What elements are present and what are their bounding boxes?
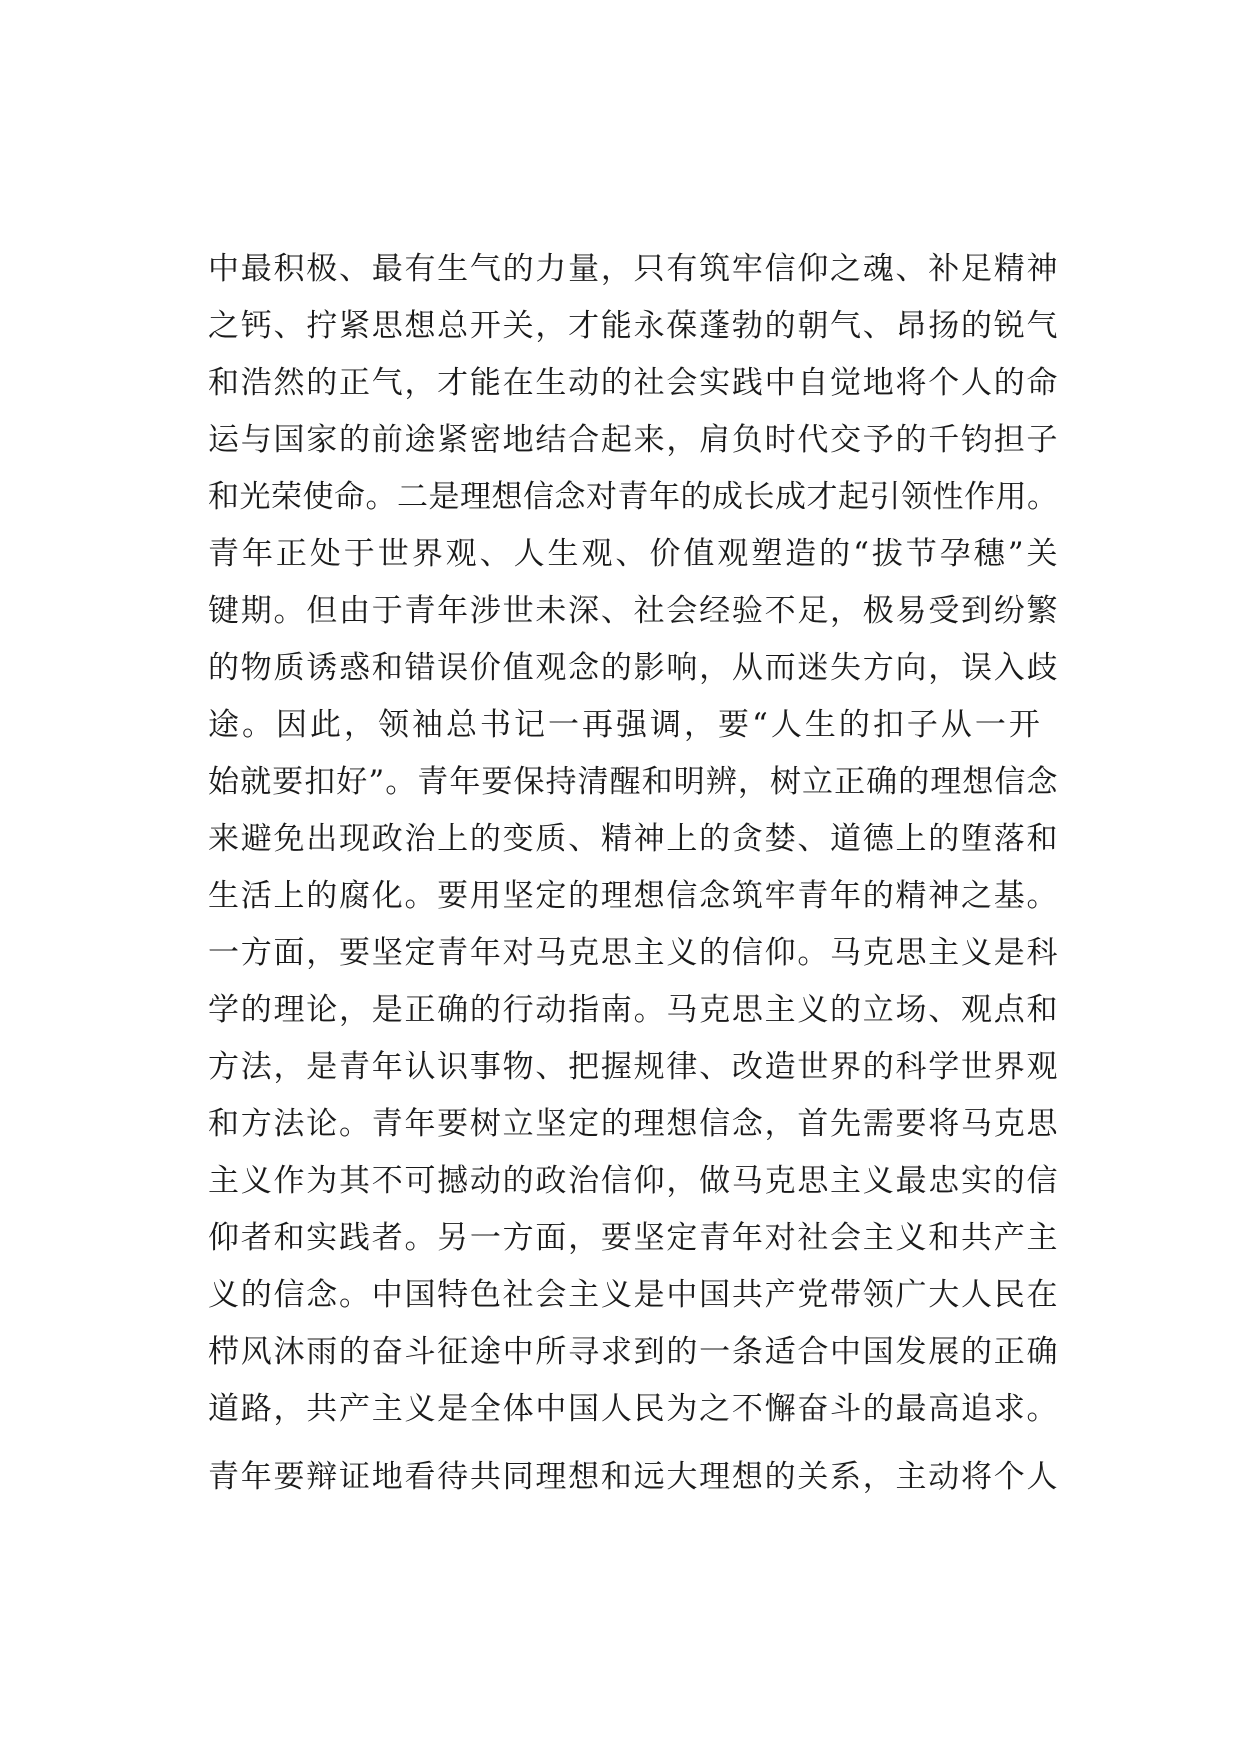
text-line: 始就要扣好”。青年要保持清醒和明辨，树立正确的理想信念 <box>208 764 1058 800</box>
text-line: 生活上的腐化。要用坚定的理想信念筑牢青年的精神之基。 <box>208 878 1058 914</box>
text-line: 途。因此，领袖总书记一再强调，要“人生的扣子从一开 <box>208 707 1043 743</box>
text-line: 栉风沐雨的奋斗征途中所寻求到的一条适合中国发展的正确 <box>208 1334 1058 1370</box>
text-line: 一方面，要坚定青年对马克思主义的信仰。马克思主义是科 <box>208 935 1058 971</box>
text-line: 义的信念。中国特色社会主义是中国共产党带领广大人民在 <box>208 1277 1058 1313</box>
text-line: 键期。但由于青年涉世未深、社会经验不足，极易受到纷繁 <box>208 593 1058 629</box>
text-line: 主义作为其不可撼动的政治信仰，做马克思主义最忠实的信 <box>208 1163 1058 1199</box>
text-line: 运与国家的前途紧密地结合起来，肩负时代交予的千钧担子 <box>208 422 1058 458</box>
text-line: 之钙、拧紧思想总开关，才能永葆蓬勃的朝气、昂扬的锐气 <box>208 308 1058 344</box>
text-line: 道路，共产主义是全体中国人民为之不懈奋斗的最高追求。 <box>208 1391 1058 1427</box>
text-line: 和方法论。青年要树立坚定的理想信念，首先需要将马克思 <box>208 1106 1058 1142</box>
body-text <box>208 242 1058 1507</box>
text-line: 和光荣使命。二是理想信念对青年的成长成才起引领性作用。 <box>208 479 1059 515</box>
text-line: 仰者和实践者。另一方面，要坚定青年对社会主义和共产主 <box>208 1220 1058 1256</box>
text-line: 和浩然的正气，才能在生动的社会实践中自觉地将个人的命 <box>208 365 1058 401</box>
text-line: 中最积极、最有生气的力量，只有筑牢信仰之魂、补足精神 <box>208 251 1058 287</box>
text-line: 的物质诱惑和错误价值观念的影响，从而迷失方向，误入歧 <box>208 650 1058 686</box>
text-line: 青年要辩证地看待共同理想和远大理想的关系，主动将个人 <box>208 1459 1058 1495</box>
text-line: 青年正处于世界观、人生观、价值观塑造的“拔节孕穗”关 <box>208 536 1058 572</box>
text-line: 学的理论，是正确的行动指南。马克思主义的立场、观点和 <box>208 992 1058 1028</box>
text-line: 来避免出现政治上的变质、精神上的贪婪、道德上的堕落和 <box>208 821 1058 857</box>
text-line: 方法，是青年认识事物、把握规律、改造世界的科学世界观 <box>208 1049 1058 1085</box>
